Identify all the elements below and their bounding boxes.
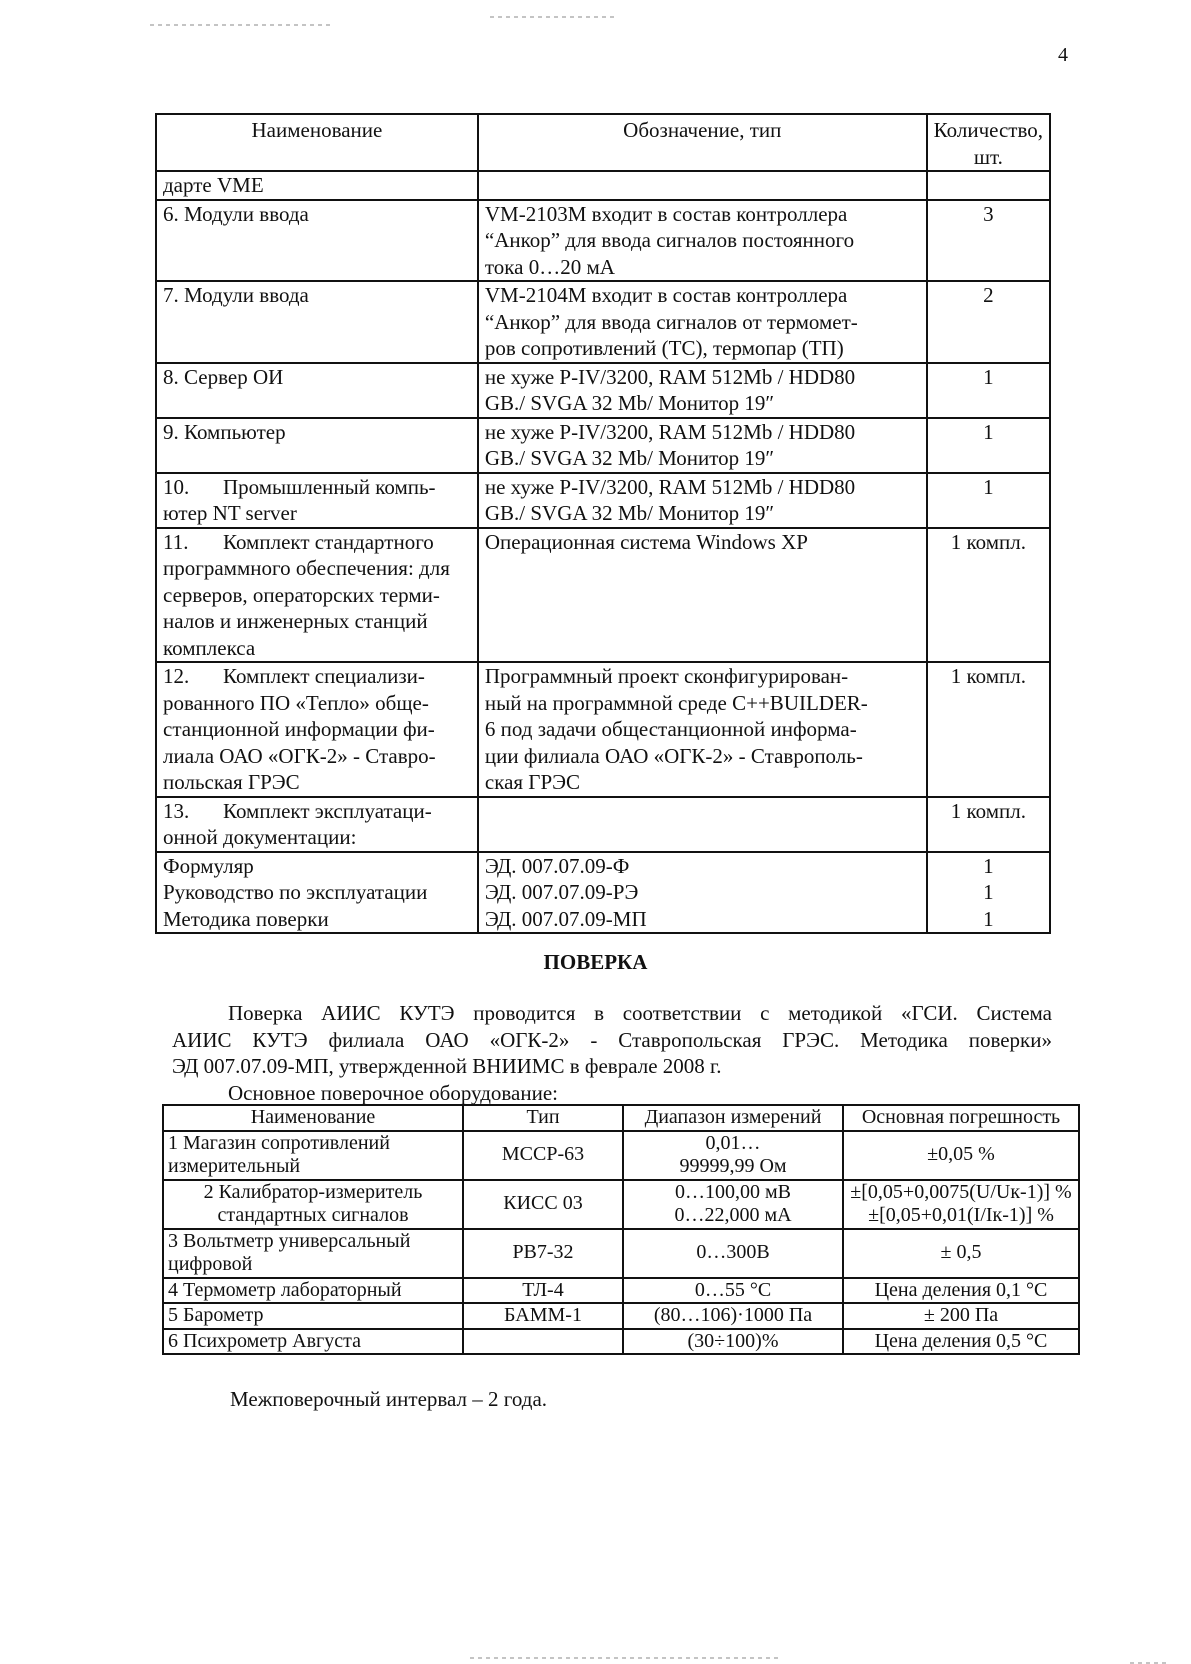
cell-qty: 1 компл. xyxy=(927,797,1050,852)
table-row xyxy=(156,281,1050,363)
cell-qty: 1 xyxy=(927,473,1050,528)
table-row xyxy=(163,1329,1079,1355)
cell-name: 7. Модули ввода xyxy=(156,281,478,363)
cell-range: 0…55 °С xyxy=(623,1278,843,1304)
cell-name: 12. Комплект специализи- рованного ПО «Тепло» обще- станционной информации фи- лиала ОАО «ОГК-2» - Ставро- польская ГРЭС xyxy=(156,662,478,797)
cell-name: 3 Вольтметр универсальный цифровой xyxy=(163,1229,463,1278)
cell-range: (30÷100)% xyxy=(623,1329,843,1355)
cell-type: Операционная система Windows XP xyxy=(478,528,927,663)
cell-qty: 1 xyxy=(927,418,1050,473)
cell-error: ±[0,05+0,0075(U/Uк-1)] % ±[0,05+0,01(I/Iк-1)] % xyxy=(843,1180,1079,1229)
page-number: 4 xyxy=(1058,44,1068,66)
cell-name: 2 Калибратор-измеритель стандартных сигналов xyxy=(163,1180,463,1229)
cell-qty: 1 xyxy=(927,363,1050,418)
cell-range: 0…100,00 мВ 0…22,000 мА xyxy=(623,1180,843,1229)
cell-error: ± 0,5 xyxy=(843,1229,1079,1278)
cell-type: КИСС 03 xyxy=(463,1180,623,1229)
cell-range: (80…106)·1000 Па xyxy=(623,1303,843,1329)
header-name: Наименование xyxy=(156,114,478,171)
cell-qty: 1 компл. xyxy=(927,662,1050,797)
cell-name: 11. Комплект стандартного программного обеспечения: для серверов, операторских терми- налов и инженерных станций комплекса xyxy=(156,528,478,663)
table-row xyxy=(156,200,1050,282)
table-row xyxy=(163,1229,1079,1278)
cell-name: 13. Комплект эксплуатаци- онной документации: xyxy=(156,797,478,852)
table-header-row xyxy=(163,1105,1079,1131)
cell-type: БАММ-1 xyxy=(463,1303,623,1329)
verification-paragraph: Поверка АИИС КУТЭ проводится в соответствии с методикой «ГСИ. Система АИИС КУТЭ филиала ОАО «ОГК-2» - Ставропольская ГРЭС. Методика поверки» ЭД 007.07.09-МП, утвержденной ВНИИМС в феврале 2008 г. Основное поверочное оборудование: xyxy=(172,1001,1052,1105)
cell-name: 10. Промышленный компь- ютер NT server xyxy=(156,473,478,528)
table-row xyxy=(156,662,1050,797)
cell-type: ТЛ-4 xyxy=(463,1278,623,1304)
cell-qty: 1 компл. xyxy=(927,528,1050,663)
cell-name: 8. Сервер ОИ xyxy=(156,363,478,418)
scan-artifact-top-left xyxy=(150,24,330,26)
cell-error: ±0,05 % xyxy=(843,1131,1079,1180)
table-row xyxy=(156,797,1050,852)
cell-error: ± 200 Па xyxy=(843,1303,1079,1329)
table-row xyxy=(163,1180,1079,1229)
header-type: Тип xyxy=(463,1105,623,1131)
cell-range: 0,01… 99999,99 Ом xyxy=(623,1131,843,1180)
header-type: Обозначение, тип xyxy=(478,114,927,171)
table-row xyxy=(156,363,1050,418)
cell-type: Программный проект сконфигурирован- ный на программной среде C++BUILDER- 6 под задачи общестанционной информа- ции филиала ОАО «ОГК-2» - Ставрополь- ская ГРЭС xyxy=(478,662,927,797)
cell-type: VM-2103M входит в состав контроллера “Анкор” для ввода сигналов постоянного тока 0…20 мА xyxy=(478,200,927,282)
cell-type: не хуже P-IV/3200, RAM 512Mb / HDD80 GB./ SVGA 32 Mb/ Монитор 19″ xyxy=(478,418,927,473)
cell-name: 4 Термометр лабораторный xyxy=(163,1278,463,1304)
cell-type xyxy=(463,1329,623,1355)
cell-type xyxy=(478,171,927,200)
verification-equipment-table xyxy=(162,1104,1080,1355)
cell-type: VM-2104M входит в состав контроллера “Анкор” для ввода сигналов от термомет- ров сопротивлений (ТС), термопар (ТП) xyxy=(478,281,927,363)
cell-qty: 3 xyxy=(927,200,1050,282)
cell-error: Цена деления 0,1 °С xyxy=(843,1278,1079,1304)
table-row xyxy=(156,473,1050,528)
cell-name: 5 Барометр xyxy=(163,1303,463,1329)
equipment-table xyxy=(155,113,1051,934)
table-row xyxy=(163,1303,1079,1329)
table-row xyxy=(156,171,1050,200)
table-row xyxy=(163,1278,1079,1304)
header-error: Основная погрешность xyxy=(843,1105,1079,1131)
header-qty: Количество, шт. xyxy=(927,114,1050,171)
cell-error: Цена деления 0,5 °С xyxy=(843,1329,1079,1355)
section-title: ПОВЕРКА xyxy=(543,950,648,974)
cell-type: МССР-63 xyxy=(463,1131,623,1180)
equipment-intro: Основное поверочное оборудование: xyxy=(228,1080,559,1105)
table-row xyxy=(156,418,1050,473)
scan-artifact-bottom xyxy=(470,1657,780,1659)
cell-type xyxy=(478,797,927,852)
cell-name: 6 Психрометр Августа xyxy=(163,1329,463,1355)
table-header-row xyxy=(156,114,1050,171)
cell-type: не хуже P-IV/3200, RAM 512Mb / HDD80 GB./ SVGA 32 Mb/ Монитор 19″ xyxy=(478,473,927,528)
cell-name: 9. Компьютер xyxy=(156,418,478,473)
cell-qty xyxy=(927,171,1050,200)
cell-qty: 2 xyxy=(927,281,1050,363)
cell-name: дарте VME xyxy=(156,171,478,200)
cell-type: ЭД. 007.07.09-Ф ЭД. 007.07.09-РЭ ЭД. 007.07.09-МП xyxy=(478,852,927,934)
cell-name: 6. Модули ввода xyxy=(156,200,478,282)
table-row xyxy=(156,852,1050,934)
cell-name: 1 Магазин сопротивлений измерительный xyxy=(163,1131,463,1180)
header-name: Наименование xyxy=(163,1105,463,1131)
cell-qty: 1 1 1 xyxy=(927,852,1050,934)
cell-type: РВ7-32 xyxy=(463,1229,623,1278)
table-row xyxy=(156,528,1050,663)
verification-interval: Межповерочный интервал – 2 года. xyxy=(230,1387,548,1411)
table-row xyxy=(163,1131,1079,1180)
cell-type: не хуже P-IV/3200, RAM 512Mb / HDD80 GB./ SVGA 32 Mb/ Монитор 19″ xyxy=(478,363,927,418)
cell-name: Формуляр Руководство по эксплуатации Методика поверки xyxy=(156,852,478,934)
scan-artifact-top-center xyxy=(490,16,615,18)
header-range: Диапазон измерений xyxy=(623,1105,843,1131)
cell-range: 0…300В xyxy=(623,1229,843,1278)
